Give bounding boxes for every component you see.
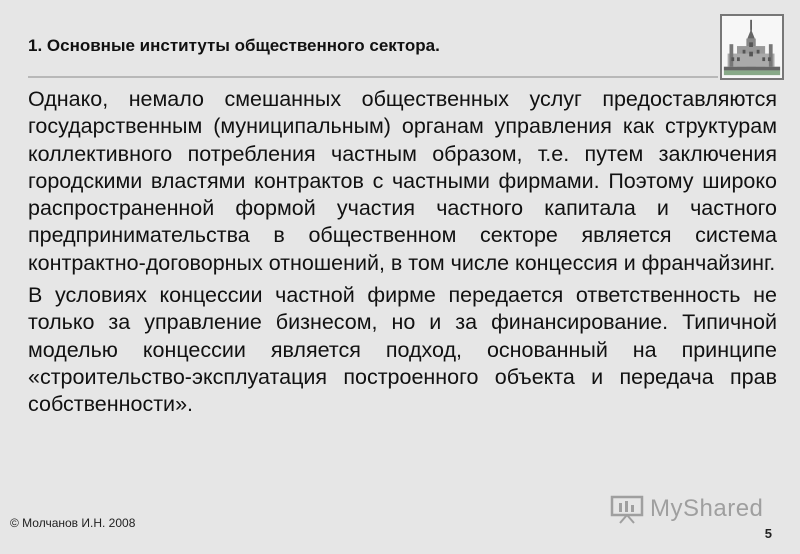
body-paragraph-2: В условиях концессии частной фирме передается ответственность не только за управление бизнесом, но и за финансирование. Типичной моделью концессии является подход, основанный на принципе «строительство-эксплуатация построенного объекта и передача прав собственности». [28, 283, 777, 417]
watermark [610, 492, 780, 526]
footer-copyright: © Молчанов И.Н. 2008 [10, 516, 136, 530]
body-paragraph-1: Однако, немало смешанных общественных услуг предоставляются государственным (муниципальным) органам управления как структурам коллективного потребления частным образом, т.е. путем заключения городскими властями контрактов с частными фирмами. Поэтому широко распространенной формой участия частного капитала и частного предпринимательства в общественном секторе является система контрактно-договорных отношений, в том числе концессия и франчайзинг. [28, 87, 777, 275]
presentation-board-icon [610, 494, 644, 524]
title-divider [28, 76, 718, 78]
watermark-text: MyShared [650, 495, 764, 522]
page-number: 5 [764, 526, 772, 541]
university-building-icon [720, 14, 784, 80]
slide-body [28, 86, 777, 419]
slide-title: 1. Основные институты общественного сектора. [28, 36, 440, 55]
